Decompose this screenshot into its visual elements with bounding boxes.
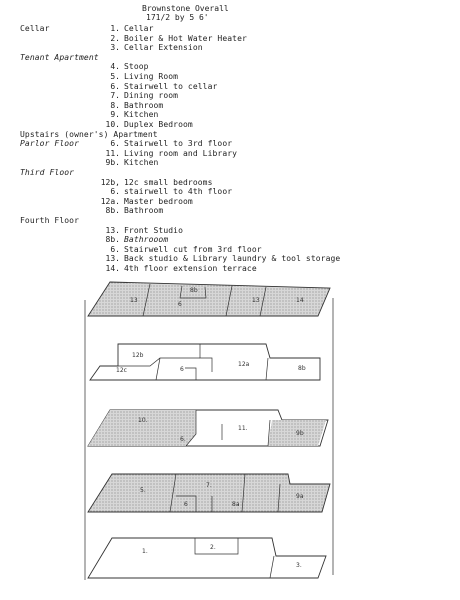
- legend-number: 6.: [110, 244, 120, 254]
- legend-number: 8b.: [105, 235, 120, 245]
- legend-number: 13.: [105, 254, 120, 264]
- legend-label: 4th floor extension terrace: [124, 264, 257, 273]
- title-line-2: 171/2 by 5 6': [146, 13, 209, 22]
- legend-number: 6.: [110, 187, 120, 197]
- floor-parlor: [88, 410, 328, 446]
- floor-fourth-label-3: 13: [252, 297, 260, 304]
- floor-cellar-slab: [88, 538, 326, 578]
- floor-parlor-label-2: 11.: [238, 425, 248, 432]
- legend-label: Kitchen: [124, 158, 159, 168]
- legend-number: 9.: [110, 110, 120, 120]
- legend-number: 11.: [105, 148, 120, 158]
- legend-label: stairwell to 4th floor: [124, 187, 233, 197]
- legend-label: Cellar Extension: [124, 43, 203, 53]
- legend-label: 12c small bedrooms: [124, 177, 213, 187]
- legend-label: Bathrooom: [124, 235, 169, 245]
- floor-third-label-3: 12a: [238, 361, 250, 368]
- legend-number: 1.: [110, 24, 120, 33]
- legend-label: Master bedroom: [124, 196, 193, 206]
- floor-third: [90, 344, 320, 380]
- floor-parlor-label-3: 9b: [296, 430, 304, 437]
- legend-number: 3.: [110, 43, 120, 53]
- legend-number: 5.: [110, 72, 120, 81]
- legend-number: 13.: [105, 225, 120, 235]
- title-line-1: Brownstone Overall: [142, 4, 229, 13]
- floor-fourth-label-0: 13: [130, 297, 138, 304]
- legend-number: 7.: [110, 91, 120, 101]
- legend-number: 6.: [110, 139, 120, 149]
- legend-label: Duplex Bedroom: [124, 120, 193, 129]
- legend-label: Stoop: [124, 62, 149, 72]
- legend-number: 2.: [110, 33, 120, 43]
- legend-section: Upstairs (owner's) Apartment: [20, 129, 158, 139]
- floor-tenant-slab: [88, 474, 330, 512]
- floor-cellar: [88, 538, 326, 578]
- legend-number: 12b,: [100, 177, 120, 187]
- legend-label: Kitchen: [124, 110, 159, 120]
- floor-tenant-label-0: 5.: [140, 487, 146, 494]
- floor-third-label-4: 8b: [298, 365, 306, 372]
- legend-number: 8.: [110, 100, 120, 110]
- floor-tenant-label-4: 9a: [296, 493, 304, 500]
- floor-tenant-label-3: 8a: [232, 501, 240, 508]
- floor-fourth-label-4: 14: [296, 297, 304, 304]
- floor-cellar-label-2: 3.: [296, 562, 302, 569]
- legend-number: 14.: [105, 264, 120, 273]
- legend-label: Bathroom: [124, 100, 164, 110]
- legend-number: 10.: [105, 120, 120, 129]
- floor-tenant-label-1: 7.: [206, 482, 212, 489]
- floor-third-label-1: 12c: [116, 367, 127, 374]
- floor-fourth-label-1: 6: [178, 301, 182, 308]
- floor-fourth: [88, 282, 330, 316]
- legend-label: Cellar: [124, 24, 154, 33]
- legend-label: Living Room: [124, 72, 179, 81]
- floor-tenant: [88, 474, 330, 512]
- legend-label: Stairwell to cellar: [124, 81, 218, 91]
- legend-label: Dining room: [124, 91, 179, 101]
- legend-number: 4.: [110, 62, 120, 72]
- legend-number: 9b.: [105, 158, 120, 168]
- legend-number: 12a.: [100, 196, 120, 206]
- legend-label: Back studio & Library laundry & tool storage: [124, 254, 341, 264]
- floor-third-label-2: 6: [180, 366, 184, 373]
- floor-tenant-label-2: 6: [184, 501, 188, 508]
- legend-number: 8b.: [105, 206, 120, 216]
- floor-cellar-label-0: 1.: [142, 548, 148, 555]
- floor-third-label-0: 12b: [132, 352, 144, 359]
- legend-label: Living room and Library: [124, 148, 238, 158]
- legend-section: Third Floor: [20, 168, 75, 177]
- legend-label: Stairwell to 3rd floor: [124, 139, 233, 149]
- floor-fourth-label-2: 8b: [190, 287, 198, 294]
- legend-label: Stairwell cut from 3rd floor: [124, 244, 262, 254]
- floor-parlor-label-1: 6.: [180, 436, 186, 443]
- legend-label: Bathroom: [124, 206, 164, 216]
- floor-third-slab: [90, 344, 320, 380]
- legend-section: Cellar: [20, 24, 50, 33]
- floor-parlor-label-0: 10.: [138, 417, 148, 424]
- legend-number: 6.: [110, 81, 120, 91]
- legend-label: Boiler & Hot Water Heater: [124, 33, 247, 43]
- legend-section: Tenant Apartment: [20, 52, 99, 62]
- floor-fourth-slab: [88, 282, 330, 316]
- legend-section: Parlor Floor: [20, 139, 79, 149]
- legend-section: Fourth Floor: [20, 216, 79, 225]
- floor-cellar-label-1: 2.: [210, 544, 216, 551]
- legend-label: Front Studio: [124, 225, 183, 235]
